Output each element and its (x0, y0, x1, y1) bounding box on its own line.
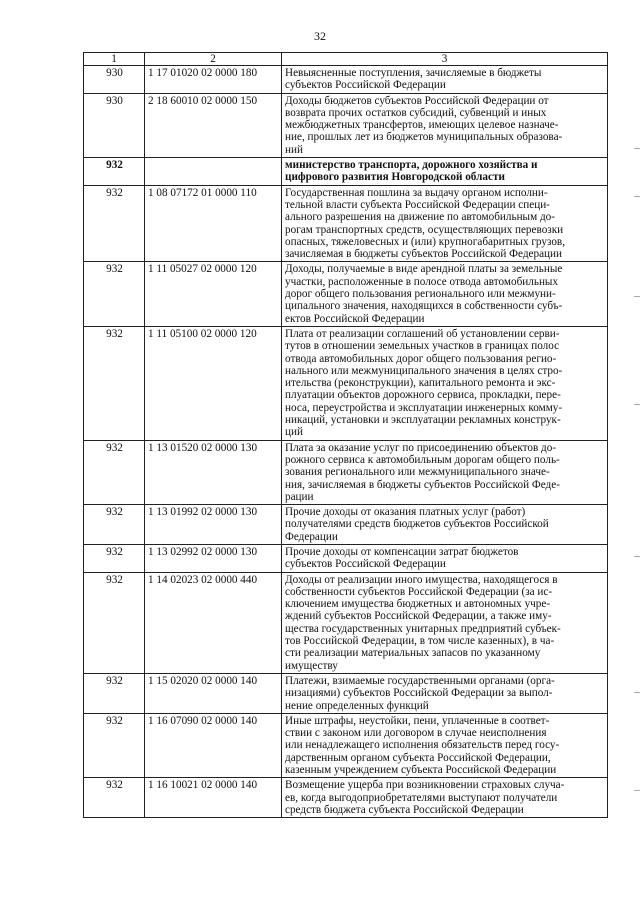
description-line: тутов в отношении земельных участков в границах полос (285, 340, 560, 353)
column-header-1: 1 (84, 53, 145, 66)
budget-code-cell: 1 15 02020 02 0000 140 (145, 673, 282, 713)
description-line: Иные штрафы, неустойки, пени, уплаченные в соответ- (285, 714, 550, 727)
description-line: собственности субъектов Российской Федерации (за ис- (285, 585, 553, 598)
description-line: никаций, установки и эксплуатации рекламных конструк- (285, 414, 561, 427)
table-row (84, 544, 608, 572)
table-row (84, 713, 608, 777)
description-line: ждений субъектов Российской Федерации, а также иму- (285, 610, 552, 623)
description-cell (282, 440, 608, 504)
description-line: зования регионального или межмуниципального значе- (285, 466, 550, 479)
description-line: ектов Российской Федерации (285, 312, 425, 325)
admin-code-cell: 932 (84, 440, 145, 504)
description-cell (282, 262, 608, 326)
description-line: межбюджетных трансфертов, имеющих целевое назначе- (285, 119, 559, 132)
budget-code-cell: 1 16 10021 02 0000 140 (145, 778, 282, 818)
description-line: цифрового развития Новгородской области (285, 171, 505, 184)
budget-code-cell: 1 11 05027 02 0000 120 (145, 262, 282, 326)
description-line: ние, прошлых лет из бюджетов муниципальных образова- (285, 131, 563, 144)
description-line: казенным учреждением субъекта Российской Федерации (285, 764, 557, 777)
description-line: ев, когда выгодоприобретателями выступают получатели (285, 791, 558, 804)
description-cell (282, 326, 608, 440)
budget-code-cell: 1 13 01992 02 0000 130 (145, 505, 282, 545)
table-row (84, 778, 608, 818)
description-line: ций (285, 426, 303, 439)
description-cell (282, 673, 608, 713)
description-line: Государственная пошлина за выдачу органом исполни- (285, 186, 548, 199)
table-row (84, 66, 608, 94)
admin-code-cell: 932 (84, 505, 145, 545)
admin-code-cell: 930 (84, 66, 145, 94)
description-line: Федерации (285, 530, 338, 543)
description-line: Плата за оказание услуг по присоединению объектов до- (285, 441, 557, 454)
description-line: получателями средств бюджетов субъектов Российской (285, 518, 549, 531)
description-line: ний (285, 143, 303, 156)
description-line: нального или межмуниципального значения в целях стро- (285, 364, 563, 377)
scan-edge-mark (634, 556, 640, 557)
admin-code-cell: 932 (84, 158, 145, 186)
column-header-3: 3 (282, 53, 608, 66)
budget-code-cell: 2 18 60010 02 0000 150 (145, 93, 282, 157)
description-line: Прочие доходы от оказания платных услуг (работ) (285, 506, 526, 519)
description-cell (282, 778, 608, 818)
description-line: рогам транспортных средств, осуществляющих перевозки (285, 223, 564, 236)
description-line: субъектов Российской Федерации (285, 558, 446, 571)
description-line: ключением имущества бюджетных и автономных учре- (285, 598, 551, 611)
description-line: Невыясненные поступления, зачисляемые в бюджеты (285, 67, 542, 79)
description-line: ния, зачисляемая в бюджеты субъектов Российской Феде- (285, 478, 560, 491)
budget-code-cell: 1 13 01520 02 0000 130 (145, 440, 282, 504)
description-line: субъектов Российской Федерации (285, 79, 446, 92)
admin-code-cell: 932 (84, 326, 145, 440)
budget-code-cell: 1 16 07090 02 0000 140 (145, 713, 282, 777)
admin-code-cell: 930 (84, 93, 145, 157)
description-line: Доходы от реализации иного имущества, находящегося в (285, 573, 558, 586)
budget-code-cell: 1 14 02023 02 0000 440 (145, 572, 282, 673)
admin-code-cell: 932 (84, 572, 145, 673)
admin-code-cell: 932 (84, 185, 145, 262)
budget-code-cell: 1 13 02992 02 0000 130 (145, 544, 282, 572)
budget-code-cell: 1 17 01020 02 0000 180 (145, 66, 282, 94)
description-cell (282, 544, 608, 572)
description-line: опасных, тяжеловесных и (или) крупногабаритных грузов, (285, 235, 565, 248)
description-line: имуществу (285, 659, 338, 672)
description-line: Возмещение ущерба при возникновении страховых случа- (285, 779, 565, 792)
admin-code-cell: 932 (84, 544, 145, 572)
scan-edge-mark (634, 148, 640, 149)
description-line: ального разрешения на движение по автомобильным до- (285, 211, 555, 224)
description-cell (282, 185, 608, 262)
table-row (84, 505, 608, 545)
description-cell (282, 93, 608, 157)
description-line: тов Российской Федерации, в том числе казенных), в ча- (285, 635, 555, 648)
description-line: низациями) субъектов Российской Федерации за выпол- (285, 687, 553, 700)
description-cell (282, 713, 608, 777)
description-cell (282, 158, 608, 186)
table-row (84, 440, 608, 504)
admin-code-cell: 932 (84, 262, 145, 326)
description-line: рожного сервиса к автомобильным дорогам общего поль- (285, 453, 560, 466)
description-line: министерство транспорта, дорожного хозяйства и (285, 159, 538, 172)
budget-code-cell (145, 158, 282, 186)
description-line: средств бюджета субъекта Российской Федерации (285, 803, 524, 816)
description-line: дарственным органом субъекта Российской Федерации, (285, 751, 551, 764)
budget-code-cell: 1 11 05100 02 0000 120 (145, 326, 282, 440)
description-line: нение определенных функций (285, 699, 429, 712)
column-header-2: 2 (145, 53, 282, 66)
description-line: дорог общего пользования регионального или межмуни- (285, 288, 556, 301)
description-line: щества государственных унитарных предприятий субъек- (285, 622, 561, 635)
description-line: рации (285, 490, 314, 503)
admin-code-cell: 932 (84, 673, 145, 713)
scan-edge-mark (634, 790, 640, 791)
description-line: тельной власти субъекта Российской Федерации специ- (285, 198, 550, 211)
description-line: Доходы бюджетов субъектов Российской Федерации от (285, 94, 549, 107)
description-line: носа, переустройства и эксплуатации инженерных комму- (285, 401, 563, 414)
scan-edge-mark (634, 296, 640, 297)
description-line: возврата прочих остатков субсидий, субвенций и иных (285, 106, 547, 119)
description-line: Платежи, взимаемые государственными органами (орга- (285, 674, 555, 687)
table-row (84, 673, 608, 713)
description-line: ствии с законом или договором в случае неисполнения (285, 727, 547, 740)
description-line: отвода автомобильных дорог общего пользования регио- (285, 352, 557, 365)
table-row (84, 185, 608, 262)
admin-code-cell: 932 (84, 713, 145, 777)
budget-code-cell: 1 08 07172 01 0000 110 (145, 185, 282, 262)
scan-edge-mark (634, 196, 640, 197)
description-line: Доходы, получаемые в виде арендной платы за земельные (285, 263, 563, 276)
description-cell (282, 66, 608, 94)
scan-edge-mark (634, 692, 640, 693)
description-line: сти реализации материальных запасов по указанному (285, 647, 541, 660)
description-line: участки, расположенные в полосе отвода автомобильных (285, 275, 559, 288)
page-number: 32 (314, 29, 326, 43)
description-cell (282, 505, 608, 545)
description-line: Прочие доходы от компенсации затрат бюджетов (285, 545, 519, 558)
table-row (84, 262, 608, 326)
scan-edge-mark (634, 404, 640, 405)
description-line: ципального значения, находящихся в собственности субъ- (285, 300, 563, 313)
table-row (84, 326, 608, 440)
description-line: плуатации объектов дорожного сервиса, прокладки, пере- (285, 389, 561, 402)
budget-codes-table (83, 52, 608, 818)
table-section-row (84, 158, 608, 186)
description-line: Плата от реализации соглашений об установлении серви- (285, 327, 560, 340)
admin-code-cell: 932 (84, 778, 145, 818)
table-row (84, 572, 608, 673)
description-cell (282, 572, 608, 673)
description-line: ительства (реконструкции), капитального ремонта и экс- (285, 377, 556, 390)
table-header-row (84, 53, 608, 66)
description-line: зачисляемая в бюджеты субъектов Российской Федерации (285, 248, 563, 261)
description-line: или ненадлежащего исполнения обязательств перед госу- (285, 739, 560, 752)
table-row (84, 93, 608, 157)
